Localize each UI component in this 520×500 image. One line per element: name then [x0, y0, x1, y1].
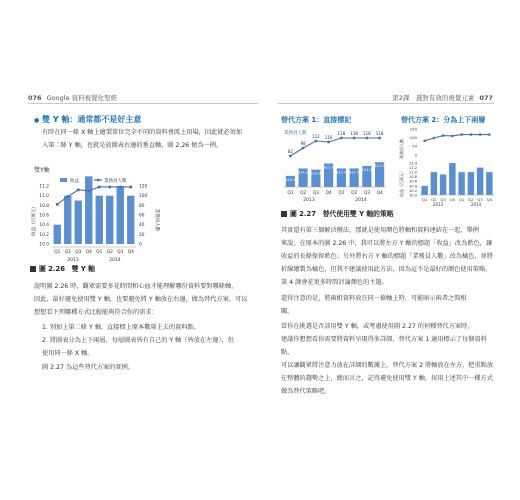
left-page-number: 076 — [28, 94, 42, 102]
salesforce-point — [66, 195, 69, 198]
chart-dual-axis-title: 雙Y軸 — [34, 167, 50, 174]
alt2-revenue-bar — [431, 172, 437, 195]
right-tick-label: 60 — [139, 213, 145, 219]
alt1-line-point — [302, 147, 305, 150]
right-tick-label: 40 — [139, 223, 145, 229]
alt1-line-point-label: 112 — [312, 134, 320, 139]
alt1-bar-label: $10.9 — [310, 171, 322, 176]
alt1-bar-label: $11.0 — [297, 170, 309, 175]
left-tick-label: 10.4 — [39, 223, 49, 229]
alt1-line-point — [289, 155, 292, 158]
left-page-header — [28, 93, 117, 102]
x-tick-label: Q2 — [106, 250, 113, 255]
alt1-bar-label: $11.5 — [374, 164, 385, 169]
alt1-bar-label: $11.0 — [336, 170, 347, 175]
x-axis-ticks — [54, 249, 134, 255]
alt1-bar-label: $10.4 — [285, 177, 296, 182]
left-tick-label: 11.0 — [39, 194, 49, 200]
left-paragraph-2: 圖 2.27 為這些替代方案的實例。 — [42, 364, 134, 371]
alt1-x-tick-label: Q2 — [351, 191, 358, 196]
right-chapter-title: 第2課 選對有效的視覺元素 — [392, 94, 475, 102]
alt2-bottom-tick-label: 11.4 — [408, 161, 417, 166]
right-header-rule — [278, 103, 494, 104]
revenue-bar — [106, 196, 113, 244]
alt2-revenue-bar — [468, 172, 474, 195]
alt2-revenue-bar — [449, 163, 455, 195]
right-page-header — [392, 93, 493, 102]
alt1-x-tick-label: Q4 — [325, 191, 332, 196]
alt1-x-tick-label: Q3 — [363, 191, 370, 196]
caption-2-27: 圖 2.27 替代使用雙 Y 軸的策略 — [281, 208, 394, 218]
alt2-x-tick-label: Q4 — [486, 197, 493, 202]
left-tick-label: 10.6 — [39, 213, 49, 219]
dual-axis-chart — [30, 174, 160, 264]
alt2-line-point — [488, 133, 491, 136]
alt2-x-tick-label: Q3 — [440, 197, 446, 202]
intro-paragraph: 有時在同一條 X 軸上繪製單位完全不同的資料會派上用場，因此就必須加 入第二條 Y 軸，也就是放圖表右邊的垂直軸，圖 2.26 便為一例。 — [42, 129, 242, 149]
alt2-revenue-bar — [477, 168, 483, 195]
revenue-bar — [96, 196, 103, 244]
alt2-bottom-tick-label: 10.4 — [408, 184, 417, 189]
alt2-x-tick-label: Q1 — [458, 197, 465, 202]
alt2-title: 替代方案 2：分為上下兩層 — [401, 116, 486, 124]
list-item: 1. 別加上第二條 Y 軸，直接標上原本數量上去的資料點。 — [42, 324, 200, 331]
x-tick-label: Q1 — [54, 250, 61, 255]
revenue-bar — [64, 196, 71, 244]
salesforce-point — [87, 189, 90, 192]
x-tick-label: Q3 — [75, 250, 82, 255]
alt1-line-point — [327, 141, 330, 144]
alt2-x-tick-label: Q4 — [449, 197, 456, 202]
right-tick-label: 0 — [139, 242, 142, 248]
alt1-year-2013: 2013 — [303, 198, 315, 203]
chart-legend — [60, 177, 127, 184]
left-axis-label: 收益（百萬元） — [32, 204, 37, 236]
caption-marker — [281, 211, 287, 217]
alt1-line-point-label: 118 — [375, 131, 384, 136]
alt2-bottom-axis-label: 收益（百萬元） — [399, 169, 404, 197]
alt1-x-axis-ticks — [287, 190, 383, 196]
alt2-revenue-bar — [440, 174, 446, 195]
alt1-title: 替代方案 1：直接標記 — [281, 116, 352, 124]
alt2-revenue-bars — [421, 163, 492, 195]
salesforce-point — [129, 185, 132, 188]
alt1-line-point-label: 82 — [287, 149, 293, 154]
alt2-x-tick-label: Q3 — [477, 197, 483, 202]
alt1-bar-label: $11.0 — [348, 170, 360, 175]
alt1-year-2014: 2014 — [355, 198, 367, 203]
left-tick-label: 10.8 — [39, 203, 49, 209]
legend-line-marker — [97, 179, 100, 182]
alt2-x-tick-label: Q1 — [421, 197, 428, 202]
revenue-bar — [75, 201, 82, 245]
revenue-bar — [117, 186, 124, 244]
year-2013: 2013 — [67, 258, 79, 263]
revenue-bar — [54, 225, 61, 244]
alt2-top-tick-label: 100 — [409, 135, 417, 141]
salesforce-point — [56, 203, 59, 206]
legend-salesforce: 業務員人數 — [104, 179, 127, 184]
legend-bar-swatch — [60, 178, 67, 182]
alt1-bar-label: $11.2 — [361, 167, 373, 172]
salesforce-point — [119, 185, 122, 188]
alt1-x-tick-label: Q1 — [287, 191, 294, 196]
right-paragraph-1: 其實還有第三個解決辦法，那就是使用顏色將軸和資料連結在一起，舉例 來說，在原本的圖 2.26 中，我可以將左方 Y 軸的標題「收益」改為藍色，讓 收益的長條保留藍色；另外將右方 Y 軸的標題「業務員人數」改為橘色，並將 折線繪製為橘色，但我不建議使用此方法，因為這不是最好的顏色使用策略， 第 4 課會花更多時間討論顏色的主題。 — [281, 227, 493, 286]
alt1-line-point-label: 98 — [300, 141, 306, 146]
right-tick-label: 80 — [139, 203, 145, 209]
alt2-line-points — [423, 133, 490, 142]
alt2-revenue-bar — [458, 172, 464, 195]
alt2-line-point — [442, 134, 445, 137]
alt2-two-panel-chart — [398, 125, 498, 207]
revenue-bar — [85, 176, 92, 244]
year-2014: 2014 — [109, 258, 121, 263]
alt2-bottom-tick-label: 11.0 — [408, 170, 417, 175]
right-tick-label: 20 — [139, 232, 145, 238]
left-paragraph-1: 說明圖 2.26 時，觀眾需要多花時間和心血才能理解哪份資料要對哪條軸， 因此，最好避免使用雙 Y 軸，也要避免將 Y 軸放在右邊，做為替代方案，可以 想想看下列哪種方式比較能夠符合你的需求： — [34, 283, 248, 316]
alt2-line-point — [423, 139, 426, 142]
legend-revenue: 收益 — [70, 179, 79, 184]
left-tick-label: 10.0 — [39, 242, 49, 248]
right-tick-label: 120 — [139, 184, 148, 190]
alt1-line-point-label: 118 — [337, 131, 346, 136]
alt1-revenue-bars — [286, 162, 384, 187]
alt2-revenue-bar — [421, 186, 427, 195]
alt2-line-point — [433, 137, 436, 140]
alt1-line-point — [353, 137, 356, 140]
right-axis-label: 業務員人數 — [154, 208, 159, 232]
alt2-line-point — [451, 135, 454, 138]
caption-2-26: 圖 2.26 雙 Y 軸 — [30, 263, 95, 273]
alt1-x-tick-label: Q2 — [300, 191, 307, 196]
left-tick-label: 10.2 — [39, 232, 49, 238]
alt1-line-point — [340, 137, 343, 140]
left-tick-label: 11.2 — [39, 184, 49, 190]
alt1-line-label: 業務員人數 — [284, 131, 307, 136]
alt1-x-tick-label: Q1 — [338, 191, 345, 196]
alt2-top-tick-label: 50 — [412, 143, 417, 149]
alt1-line-point-label: 110 — [324, 135, 333, 140]
alt1-direct-label-chart — [278, 125, 394, 205]
alt2-top-axis-ticks — [410, 126, 418, 157]
alt2-revenue-bar — [486, 172, 492, 195]
alt1-line-point — [314, 140, 317, 143]
alt1-x-tick-label: Q4 — [376, 191, 383, 196]
left-book-title: Google 資料視覺化聖經 — [46, 94, 118, 102]
alt2-line-point — [460, 133, 463, 136]
alt2-line-point — [470, 133, 473, 136]
alt2-bottom-tick-label: 11.2 — [408, 165, 417, 170]
x-tick-label: Q2 — [64, 250, 71, 255]
alt2-bottom-tick-label: 10.8 — [408, 175, 417, 180]
salesforce-point — [108, 185, 111, 188]
alt2-bottom-tick-label: 10.2 — [408, 188, 417, 193]
alt2-year-2013: 2013 — [432, 202, 444, 207]
alt2-top-tick-label: 0 — [414, 152, 417, 158]
left-header-rule — [28, 103, 258, 104]
alt2-top-axis-label: 業務員人數 — [399, 139, 404, 159]
alt2-year-2014: 2014 — [470, 202, 482, 207]
alt1-line-point — [378, 137, 381, 140]
left-axis-ticks — [39, 184, 49, 248]
right-paragraph-2: 還得注意的是，將兩組資料放在同一條軸上時，可能暗示兩者之間相 關。 — [281, 295, 467, 315]
right-tick-label: 100 — [139, 194, 148, 200]
salesforce-point — [77, 188, 80, 191]
alt2-line-point — [479, 133, 482, 136]
list-item: 2. 將圖表分為上下兩層，每層圖表皆有自己的 Y 軸（皆放在左邊），但 — [42, 337, 234, 344]
alt2-bottom-axis-ticks — [409, 161, 418, 197]
alt1-line-point-label: 118 — [350, 131, 358, 136]
list-item: 使用同一條 X 軸。 — [42, 350, 94, 357]
alt1-x-tick-label: Q3 — [312, 191, 319, 196]
right-axis-ticks — [139, 184, 147, 248]
salesforce-point — [98, 185, 101, 188]
x-tick-label: Q1 — [96, 250, 103, 255]
alt2-bottom-tick-label: 10.6 — [408, 179, 417, 184]
alt1-line-point-label: 118 — [363, 131, 371, 136]
alt2-top-tick-label: 150 — [409, 126, 417, 132]
x-tick-label: Q4 — [127, 250, 134, 255]
right-paragraph-3: 當你在挑選是否該用雙 Y 軸，或考慮使用圖 2.27 的何種替代方案時， 建議你想想看你需要將資料呈現得多詳細，替代方案 1 適用標示了每個資料點， 可以讓觀眾將注意力放在詳細的數據上，替代方案 2 將軸放在左方，把重點放 在整體的趨勢之上，總而言之，記得避免使用雙 Y 軸，採用上述其中一種方式 做為替代策略吧。 — [281, 323, 494, 395]
revenue-bar — [127, 196, 134, 244]
alt1-bar-label: $11.4 — [323, 165, 334, 170]
x-tick-label: Q4 — [85, 250, 92, 255]
left-option-list — [42, 321, 257, 360]
alt1-line-point — [365, 137, 368, 140]
right-page-number: 077 — [479, 94, 493, 102]
caption-marker — [30, 266, 36, 272]
alt2-bottom-tick-label: 10.0 — [408, 193, 417, 198]
x-tick-label: Q3 — [117, 250, 124, 255]
alt2-x-tick-label: Q2 — [431, 197, 437, 202]
section-title: ● 雙 Y 軸：通常都不是好主意 — [34, 115, 142, 124]
alt2-x-tick-label: Q2 — [468, 197, 474, 202]
